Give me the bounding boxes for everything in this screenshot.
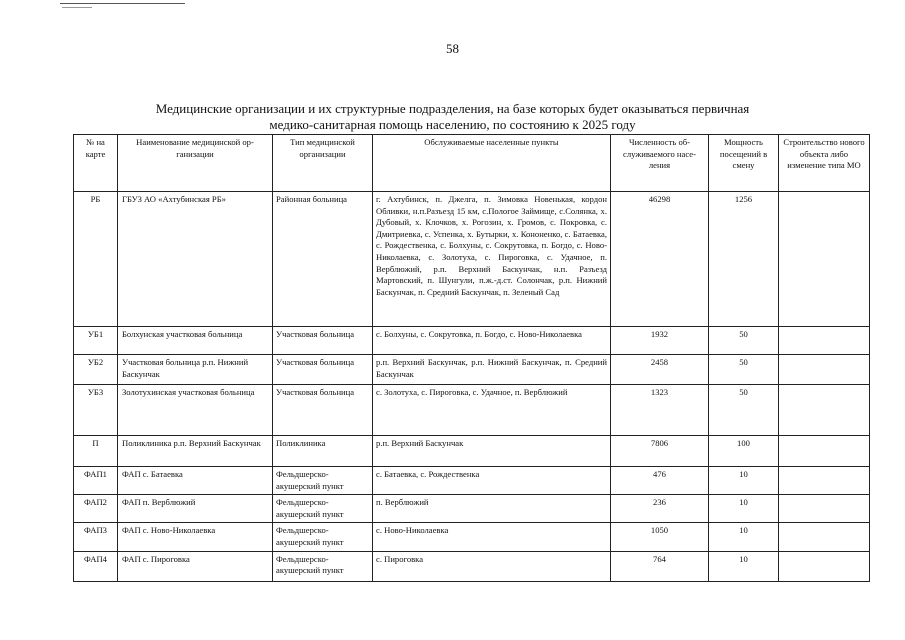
map-number-cell: ФАП4 [74,551,118,581]
population-cell: 1050 [611,523,709,551]
header-population: Численность об-служиваемого насе-ления [611,135,709,192]
capacity-cell: 50 [709,385,779,436]
served-points-cell: с. Батаевка, с. Рождественка [373,467,611,495]
capacity-cell: 10 [709,523,779,551]
org-type-cell: Фельдшерско-акушерский пункт [273,523,373,551]
construction-cell [779,327,870,355]
org-type-cell: Фельдшерско-акушерский пункт [273,467,373,495]
population-cell: 476 [611,467,709,495]
map-number-cell: ФАП2 [74,495,118,523]
served-points-cell: с. Ново-Николаевка [373,523,611,551]
served-points-cell: п. Верблюжий [373,495,611,523]
header-org-type: Тип медицинской организации [273,135,373,192]
map-number-cell: РБ [74,192,118,327]
construction-cell [779,551,870,581]
construction-cell [779,467,870,495]
served-points-cell: г. Ахтубинск, п. Джелга, п. Зимовка Новенькая, кордон Обливки, н.п.Разъезд 15 км, с.Пологое Займище, с.Солянка, х. Дубовый, х. Клочков, х. Рогозин, х. Громов, с. Покровка, с. Дмитриевка, с. Успенка, х. Бутырки, х. Кононенко, с. Батаевка, с. Рождественка, с. Болхуны, с. Сокрутовка, п. Богдо, с. Ново-Николаевка, с. Золотуха, с. Пироговка, с. Удачное, п. Верблюжий, р.п. Верхний Баскунчак, н.п. Разъезд Мартовский, п. Шунгули, п.ж.-д.ст. Солончак, р.п. Нижний Баскунчак, п. Средний Баскунчак, п. Зеленый Сад [373,192,611,327]
document-title [100,101,805,133]
map-number-cell: УБ1 [74,327,118,355]
population-cell: 236 [611,495,709,523]
map-number-cell: П [74,436,118,467]
org-name-cell: ГБУЗ АО «Ахтубинская РБ» [118,192,273,327]
org-name-cell: Золотухинская участковая больница [118,385,273,436]
map-number-cell: ФАП1 [74,467,118,495]
page-number: 58 [446,41,459,56]
capacity-cell: 10 [709,551,779,581]
capacity-cell: 50 [709,327,779,355]
served-points-cell: р.п. Верхний Баскунчак [373,436,611,467]
population-cell: 46298 [611,192,709,327]
medical-organizations-table [73,134,870,582]
capacity-cell: 10 [709,495,779,523]
capacity-cell: 50 [709,355,779,385]
header-capacity: Мощность посещений в смену [709,135,779,192]
org-type-cell: Участковая больница [273,355,373,385]
capacity-cell: 1256 [709,192,779,327]
map-number-cell: УБ3 [74,385,118,436]
served-points-cell: р.п. Верхний Баскунчак, р.п. Нижний Баскунчак, п. Средний Баскунчак [373,355,611,385]
title-line-1: Медицинские организации и их структурные подразделения, на базе которых будет оказываться первичная [155,101,750,116]
org-type-cell: Фельдшерско-акушерский пункт [273,495,373,523]
org-type-cell: Районная больница [273,192,373,327]
map-number-cell: УБ2 [74,355,118,385]
capacity-cell: 10 [709,467,779,495]
construction-cell [779,355,870,385]
table-row [74,355,870,385]
population-cell: 1932 [611,327,709,355]
header-org-name: Наименование медицинской ор-ганизации [118,135,273,192]
title-line-2: медико-санитарная помощь населению, по состоянию к 2025 году [269,117,636,132]
table-row [74,495,870,523]
map-number-cell: ФАП3 [74,523,118,551]
org-name-cell: ФАП с. Батаевка [118,467,273,495]
table-row [74,192,870,327]
org-name-cell: ФАП с. Ново-Николаевка [118,523,273,551]
header-map-number: № на карте [74,135,118,192]
construction-cell [779,495,870,523]
table-body [74,192,870,582]
served-points-cell: с. Пироговка [373,551,611,581]
table-row [74,551,870,581]
population-cell: 7806 [611,436,709,467]
org-type-cell: Участковая больница [273,385,373,436]
table-header-row [74,135,870,192]
org-name-cell: Поликлиника р.п. Верхний Баскунчак [118,436,273,467]
header-rule [60,3,185,4]
served-points-cell: с. Болхуны, с. Сокрутовка, п. Богдо, с. Ново-Николаевка [373,327,611,355]
header-construction: Строительство нового объекта либо изменение типа МО [779,135,870,192]
table-row [74,467,870,495]
capacity-cell: 100 [709,436,779,467]
org-name-cell: Участковая больница р.п. Нижний Баскунчак [118,355,273,385]
construction-cell [779,192,870,327]
population-cell: 764 [611,551,709,581]
table-row [74,523,870,551]
population-cell: 2458 [611,355,709,385]
table-row [74,385,870,436]
table-row [74,327,870,355]
construction-cell [779,436,870,467]
org-type-cell: Участковая больница [273,327,373,355]
org-type-cell: Поликлиника [273,436,373,467]
org-name-cell: ФАП п. Верблюжий [118,495,273,523]
header-served-points: Обслуживаемые населенные пункты [373,135,611,192]
construction-cell [779,385,870,436]
org-name-cell: ФАП с. Пироговка [118,551,273,581]
served-points-cell: с. Золотуха, с. Пироговка, с. Удачное, п. Верблюжий [373,385,611,436]
org-type-cell: Фельдшерско-акушерский пункт [273,551,373,581]
header-rule-short [62,7,92,8]
construction-cell [779,523,870,551]
table-row [74,436,870,467]
org-name-cell: Болхунская участковая больница [118,327,273,355]
population-cell: 1323 [611,385,709,436]
